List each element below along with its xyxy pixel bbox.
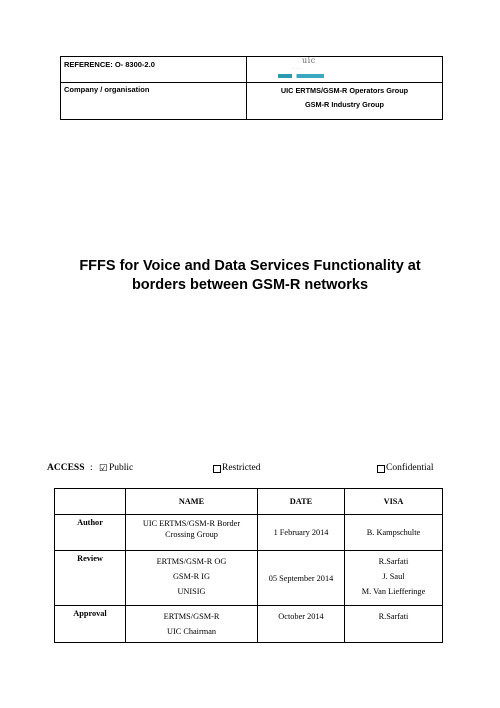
row-names bbox=[126, 515, 258, 551]
approval-table bbox=[54, 488, 443, 643]
row-name: ERTMS/GSM-R bbox=[163, 612, 220, 621]
company-row bbox=[61, 82, 442, 120]
uic-logo-icon bbox=[278, 56, 326, 80]
table-row-review bbox=[55, 551, 443, 606]
header-visa: VISA bbox=[345, 489, 443, 515]
access-label: ACCESS bbox=[47, 463, 85, 473]
access-level bbox=[47, 463, 442, 477]
reference-table bbox=[60, 56, 443, 120]
logo-text: uic bbox=[302, 56, 316, 65]
row-names bbox=[126, 551, 258, 606]
access-option-restricted: Restricted bbox=[222, 463, 261, 473]
row-names bbox=[126, 606, 258, 643]
header-empty bbox=[55, 489, 126, 515]
row-name: UIC ERTMS/GSM-R Border bbox=[142, 519, 241, 528]
title-line-1: FFFS for Voice and Data Services Functionality at bbox=[79, 258, 421, 274]
row-visa: J. Saul bbox=[382, 572, 405, 581]
reference-row bbox=[61, 57, 442, 83]
row-visas bbox=[345, 551, 443, 606]
header-name: NAME bbox=[126, 489, 258, 515]
row-date-text: October 2014 bbox=[278, 612, 324, 621]
row-name: UNISIG bbox=[177, 587, 206, 596]
table-header-row bbox=[55, 489, 443, 515]
company-label: Company / organisation bbox=[64, 85, 150, 94]
row-visa: R.Sarfati bbox=[378, 612, 409, 621]
logo-subtext: · · · · · bbox=[292, 67, 302, 71]
header-date: DATE bbox=[258, 489, 345, 515]
access-separator: : bbox=[90, 463, 93, 473]
row-role: Approval bbox=[55, 606, 126, 643]
confidential-checkbox[interactable] bbox=[377, 465, 385, 473]
org-line-1: UIC ERTMS/GSM-R Operators Group bbox=[280, 86, 409, 95]
restricted-checkbox[interactable] bbox=[213, 465, 221, 473]
row-name: UIC Chairman bbox=[166, 627, 217, 636]
title-line-2: borders between GSM-R networks bbox=[131, 277, 369, 293]
row-date: 05 September 2014 bbox=[258, 551, 345, 606]
public-checkbox-checked-icon[interactable]: ☑ bbox=[99, 464, 108, 474]
table-row-author bbox=[55, 515, 443, 551]
row-visa: R.Sarfati bbox=[378, 557, 409, 566]
row-name: Crossing Group bbox=[165, 530, 218, 539]
row-role: Review bbox=[55, 551, 126, 606]
row-visas bbox=[345, 606, 443, 643]
row-visa: B. Kampschulte bbox=[345, 515, 443, 551]
reference-label: REFERENCE: O- 8300-2.0 bbox=[64, 60, 155, 69]
access-option-confidential: Confidential bbox=[386, 463, 434, 473]
table-row-approval bbox=[55, 606, 443, 643]
access-option-public: Public bbox=[109, 463, 134, 473]
row-date bbox=[258, 606, 345, 643]
row-name: ERTMS/GSM-R OG bbox=[156, 557, 227, 566]
reference-divider bbox=[246, 57, 247, 119]
row-visa: M. Van Liefferinge bbox=[361, 587, 426, 596]
org-line-2: GSM-R Industry Group bbox=[304, 100, 385, 109]
row-role: Author bbox=[55, 515, 126, 551]
row-name: GSM-R IG bbox=[172, 572, 211, 581]
document-title bbox=[40, 257, 460, 295]
row-date: 1 February 2014 bbox=[258, 515, 345, 551]
logo-bar bbox=[278, 74, 324, 78]
